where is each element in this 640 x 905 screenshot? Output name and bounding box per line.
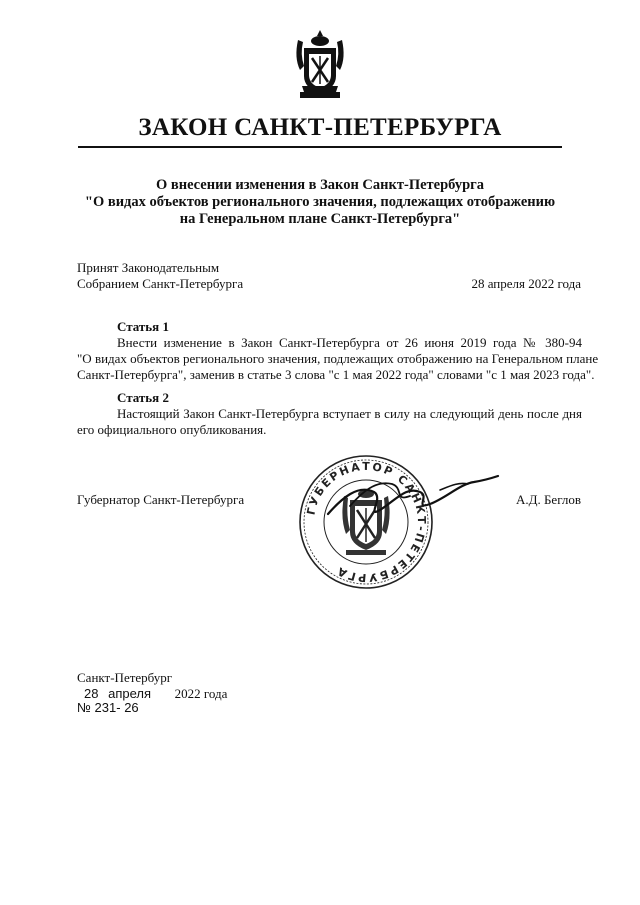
document-title: ЗАКОН САНКТ-ПЕТЕРБУРГА <box>138 114 502 141</box>
governor-title: Губернатор Санкт-Петербурга <box>77 492 245 507</box>
article-heading: Статья 1 <box>117 319 169 334</box>
article-text-line: Внести изменение в Закон Санкт-Петербурга от 26 июня 2019 года № 380-94 <box>117 335 582 350</box>
title-underline <box>78 146 562 148</box>
article-text-line: его официального опубликования. <box>77 422 267 437</box>
article-2 <box>77 390 582 438</box>
handwritten-signature <box>322 462 502 532</box>
subtitle-line: О внесении изменения в Закон Санкт-Петербурга <box>155 177 484 193</box>
signing-year: 2022 года <box>174 686 228 701</box>
coat-of-arms-emblem <box>290 28 350 100</box>
article-text-line: Настоящий Закон Санкт-Петербурга вступает в силу на следующий день после дня <box>117 406 582 421</box>
adoption-line: Собранием Санкт-Петербурга <box>77 276 244 291</box>
article-heading: Статья 2 <box>117 390 169 405</box>
adoption-date: 28 апреля 2022 года <box>471 276 581 291</box>
document-subtitle <box>40 177 600 228</box>
article-1 <box>77 319 599 383</box>
adoption-block <box>77 260 243 292</box>
subtitle-line: "О видах объектов регионального значения, подлежащих отображению <box>84 194 556 210</box>
seal-text: ГУБЕРНАТОР САНКТ-ПЕТЕРБУРГА <box>304 459 429 585</box>
article-text-line: "О видах объектов регионального значения, подлежащих отображению на Генеральном плане <box>77 351 599 366</box>
signing-day: 28 <box>84 686 99 701</box>
adoption-line: Принят Законодательным <box>77 260 220 275</box>
signing-month: апреля <box>108 686 152 701</box>
article-text-line: Санкт-Петербурга", заменив в статье 3 слова "с 1 мая 2022 года" словами "с 1 мая 2023 года". <box>77 367 595 382</box>
signing-place: Санкт-Петербург <box>77 670 173 685</box>
governor-name: А.Д. Беглов <box>515 492 581 507</box>
law-number: № 231- 26 <box>77 700 139 715</box>
subtitle-line: на Генеральном плане Санкт-Петербурга" <box>179 211 461 227</box>
